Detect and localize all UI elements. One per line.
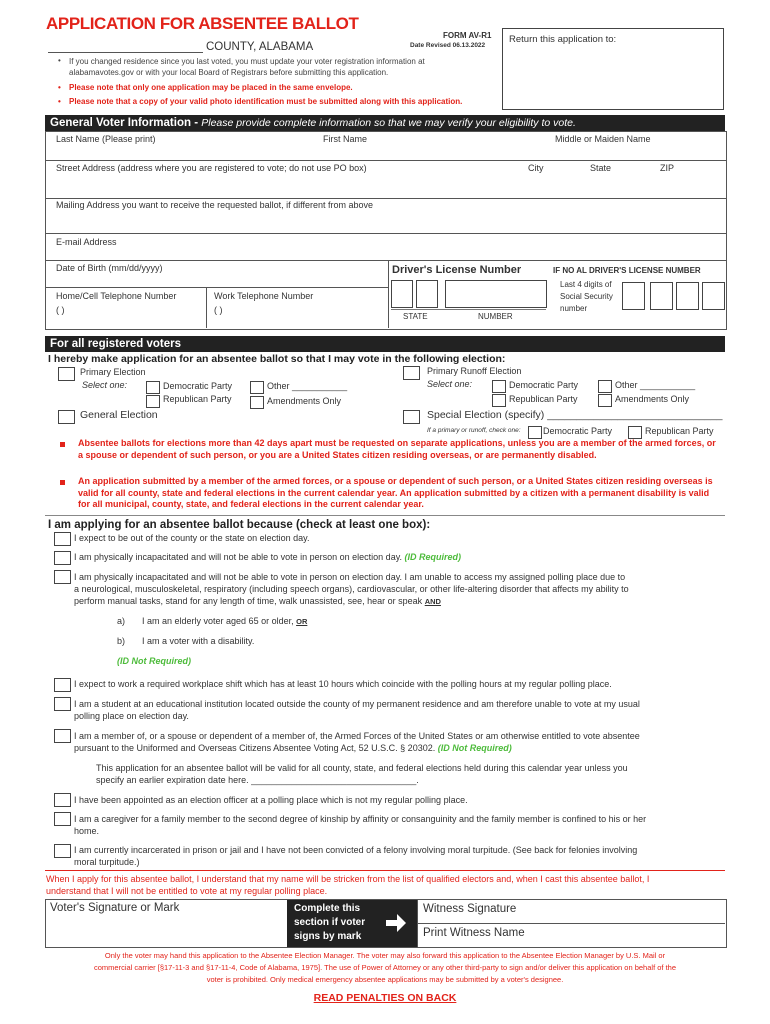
special-election-label: Special Election (specify) ______________________________ [427,409,723,421]
notice-line-3: voter is prohibited. Only medical emergency absentee applications may be submitted by a voter's designee. [206,975,564,984]
ssn-label-1: Last 4 digits of [560,280,612,289]
reason-incarcerated-line-2: moral turpitude.) [74,857,140,867]
reason-caregiver-line-1: I am a caregiver for a family member to the second degree of kinship by affinity or consanguinity and the family member is confined to his or her [74,814,647,824]
runoff-select-one-label: Select one: [427,379,473,389]
reason-disability-line-2: a neurological, musculoskeletal, respiratory (including speech organs), cardiovascular, or other life-altering disorder that affects my ability to [74,584,629,594]
voter-info-header [45,115,725,131]
witness-signature-label: Witness Signature [423,903,517,915]
reason-incapacitated: I am physically incapacitated and will not be able to vote in person on election day. (ID Required) [74,552,462,562]
reason-out-of-county-checkbox[interactable] [54,532,71,546]
ssn-digit-1[interactable] [622,282,645,310]
id-not-required-note: (ID Not Required) [437,743,512,753]
option-b-text: I am a voter with a disability. [142,636,255,646]
reason-disability-line-1: I am physically incapacitated and will not be able to vote in person on election day. I am unable to access my assigned polling place due to [74,572,626,582]
special-dem-label: Democratic Party [543,426,613,436]
runoff-rep-label: Republican Party [509,394,578,404]
work-phone-label: Work Telephone Number [214,291,314,301]
select-one-label: Select one: [82,380,128,390]
reason-election-officer: I have been appointed as an election officer at a polling place which is not my regular polling place. [74,795,468,805]
voter-signature-label: Voter's Signature or Mark [50,902,180,914]
note-photo-id: Please note that a copy of your valid photo identification must be submitted along with this application. [69,97,463,106]
last-name-label: Last Name (Please print) [56,134,156,144]
and-label: AND [424,597,441,606]
reason-incapacitated-checkbox[interactable] [54,551,71,565]
ssn-label-2: Social Security [560,292,613,301]
primary-amend-checkbox[interactable] [250,396,264,409]
email-input[interactable] [46,248,724,259]
warning-bullet [60,442,65,447]
ssn-digit-2[interactable] [650,282,673,310]
understanding-line-1: When I apply for this absentee ballot, I understand that my name will be stricken from the list of qualified electors and, when I cast this absentee ballot, I [46,874,650,884]
military-validity-line-2: specify an earlier expiration date here. _________________________________. [96,775,419,785]
runoff-dem-checkbox[interactable] [492,380,506,393]
primary-dem-checkbox[interactable] [146,381,160,394]
runoff-amend-checkbox[interactable] [598,394,612,407]
name-input[interactable] [46,145,724,159]
runoff-other-label: Other ___________ [615,380,696,390]
mailing-label: Mailing Address you want to receive the requested ballot, if different from above [56,200,374,210]
option-a-label: a) [117,616,126,626]
reason-student-line-2: polling place on election day. [74,711,189,721]
reason-work-shift: I expect to work a required workplace shift which has at least 10 hours which coincide with the polling hours at my regular polling place. [74,679,612,689]
reason-military-line-1: I am a member of, or a spouse or dependent of a member of, the Armed Forces of the United States or am otherwise entitled to vote absentee [74,731,640,741]
state-label: State [590,163,612,173]
runoff-election-checkbox[interactable] [403,366,420,380]
primary-amend-label: Amendments Only [267,396,342,406]
city-label: City [528,163,544,173]
id-not-required-note: (ID Not Required) [117,656,191,666]
reason-out-of-county: I expect to be out of the county or the state on election day. [74,533,310,543]
reason-incarcerated-line-1: I am currently incarcerated in prison or jail and I have not been convicted of a felony involving moral turpitude. (See back for felonies involving [74,845,638,855]
dl-state-box-2[interactable] [416,280,438,308]
street-label: Street Address (address where you are registered to vote; do not use PO box) [56,163,367,173]
work-phone-input[interactable]: ( ) [214,305,223,315]
primary-other-label: Other ___________ [267,381,348,391]
dl-number-box[interactable] [445,280,547,308]
note-bullet: • [58,56,61,65]
understanding-line-2: understand that I will not be entitled to vote at my regular polling place. [46,886,328,896]
military-validity-line-1: This application for an absentee ballot will be valid for all county, state, and federal elections held during this calendar year unless you [96,763,628,773]
reason-student-checkbox[interactable] [54,697,71,711]
runoff-dem-label: Democratic Party [509,380,579,390]
reason-disability-checkbox[interactable] [54,570,71,584]
reason-incarcerated-checkbox[interactable] [54,844,71,858]
arrow-right-icon [384,911,408,935]
reasons-heading: I am applying for an absentee ballot because (check at least one box): [48,519,431,531]
return-address-box[interactable] [502,28,724,110]
general-election-checkbox[interactable] [58,410,75,424]
dob-label: Date of Birth (mm/dd/yyyy) [56,263,163,273]
primary-dem-label: Democratic Party [163,381,233,391]
penalties-link[interactable]: READ PENALTIES ON BACK [313,992,457,1004]
email-label: E-mail Address [56,237,117,247]
form-id: FORM AV-R1 [443,31,492,40]
dl-state-caption: STATE [403,312,428,321]
ssn-digit-4[interactable] [702,282,725,310]
home-phone-label: Home/Cell Telephone Number [56,291,177,301]
voter-info-subheading: Please provide complete information so that we may verify your eligibility to vote. [201,117,576,129]
zip-label: ZIP [660,163,675,173]
dl-label: Driver's License Number [392,264,522,276]
note-residence-1: If you changed residence since you last voted, you must update your voter registration information at [69,57,425,66]
note-bullet: • [58,97,61,106]
reason-caregiver-line-2: home. [74,826,100,836]
form-title: APPLICATION FOR ABSENTEE BALLOT [46,14,359,33]
warning-armed-forces: An application submitted by a member of the armed forces, or a spouse or dependent of such person, or a United States citizen residing overseas is valid for all county, state and federal elections in the current calendar year. An application submitted by a citizen with a permanent disability is valid for all municipal, county, state, and federal elections in the current calendar year. [78,476,713,509]
special-rep-label: Republican Party [645,426,714,436]
runoff-rep-checkbox[interactable] [492,394,506,407]
notice-line-1: Only the voter may hand this application to the Absentee Election Manager. The voter may also forward this application to the Absentee Election Manager by U.S. Mail or [104,951,666,960]
option-a-text: I am an elderly voter aged 65 or older, OR [142,616,308,626]
note-one-application: Please note that only one application may be placed in the same envelope. [69,83,353,92]
county-label: COUNTY, ALABAMA [206,41,314,53]
special-election-checkbox[interactable] [403,410,420,424]
notice-line-2: commercial carrier [§17-11-3 and §17-11-4, Code of Alabama, 1975]. The use of Power of Attorney or any other third-party to sign and/or deliver this application on behalf of the [94,963,676,972]
reason-student-line-1: I am a student at an educational institution located outside the county of my permanent residence and am therefore unable to vote at my usual [74,699,640,709]
runoff-other-checkbox[interactable] [598,380,612,393]
date-revised: Date Revised 06.13.2022 [410,42,486,49]
ssn-digit-3[interactable] [676,282,699,310]
mark-notice-line-2: section if voter [294,917,366,928]
warning-42-days: Absentee ballots for elections more than 42 days apart must be requested on separate applications, unless you are a member of the armed forces, or a spouse or dependent of such person, or you are a United States citizen residing overseas, or are permanently disabled. [78,438,716,460]
primary-rep-checkbox[interactable] [146,395,160,408]
ssn-label-3: number [560,304,588,313]
mailing-input[interactable] [46,212,724,232]
witness-name-label: Print Witness Name [423,927,525,939]
mark-notice-line-3: signs by mark [294,931,362,942]
street-input[interactable] [46,175,724,197]
note-residence-2: alabamavotes.gov or with your local Board of Registrars before submitting this application. [69,68,389,77]
primary-election-label: Primary Election [80,367,146,377]
reason-work-shift-checkbox[interactable] [54,678,71,692]
general-election-label: General Election [80,409,158,421]
dl-state-box-1[interactable] [391,280,413,308]
mark-notice-line-1: Complete this [294,903,361,914]
mark-notice-panel [287,900,417,947]
registered-header: For all registered voters [45,336,725,352]
reason-disability-line-3: perform manual tasks, stand for any length of time, walk unassisted, see, hear or speak AND [74,596,441,606]
reason-military-checkbox[interactable] [54,729,71,743]
primary-election-checkbox[interactable] [58,367,75,381]
note-bullet: • [58,83,61,92]
runoff-amend-label: Amendments Only [615,394,690,404]
return-label: Return this application to: [509,34,617,45]
runoff-election-label: Primary Runoff Election [427,366,522,376]
special-note: If a primary or runoff, check one: [427,427,521,434]
or-label: OR [296,617,308,626]
reason-caregiver-checkbox[interactable] [54,812,71,826]
dl-number-caption: NUMBER [478,312,513,321]
option-b-label: b) [117,636,126,646]
voter-info-heading: General Voter Information - [50,117,199,129]
primary-rep-label: Republican Party [163,394,232,404]
warning-bullet [60,480,65,485]
no-dl-label: IF NO AL DRIVER'S LICENSE NUMBER [553,266,701,275]
registered-intro: I hereby make application for an absentee ballot so that I may vote in the following election: [48,353,506,365]
reason-military-line-2: pursuant to the Uniformed and Overseas Citizens Absentee Voting Act, 52 U.S.C. § 20302. (ID Not Required) [74,743,512,753]
reason-election-officer-checkbox[interactable] [54,793,71,807]
primary-other-checkbox[interactable] [250,381,264,394]
first-name-label: First Name [323,134,368,144]
middle-name-label: Middle or Maiden Name [555,134,651,144]
county-line[interactable] [48,52,203,53]
id-required-note: (ID Required) [404,552,462,562]
home-phone-input[interactable]: ( ) [56,305,65,315]
